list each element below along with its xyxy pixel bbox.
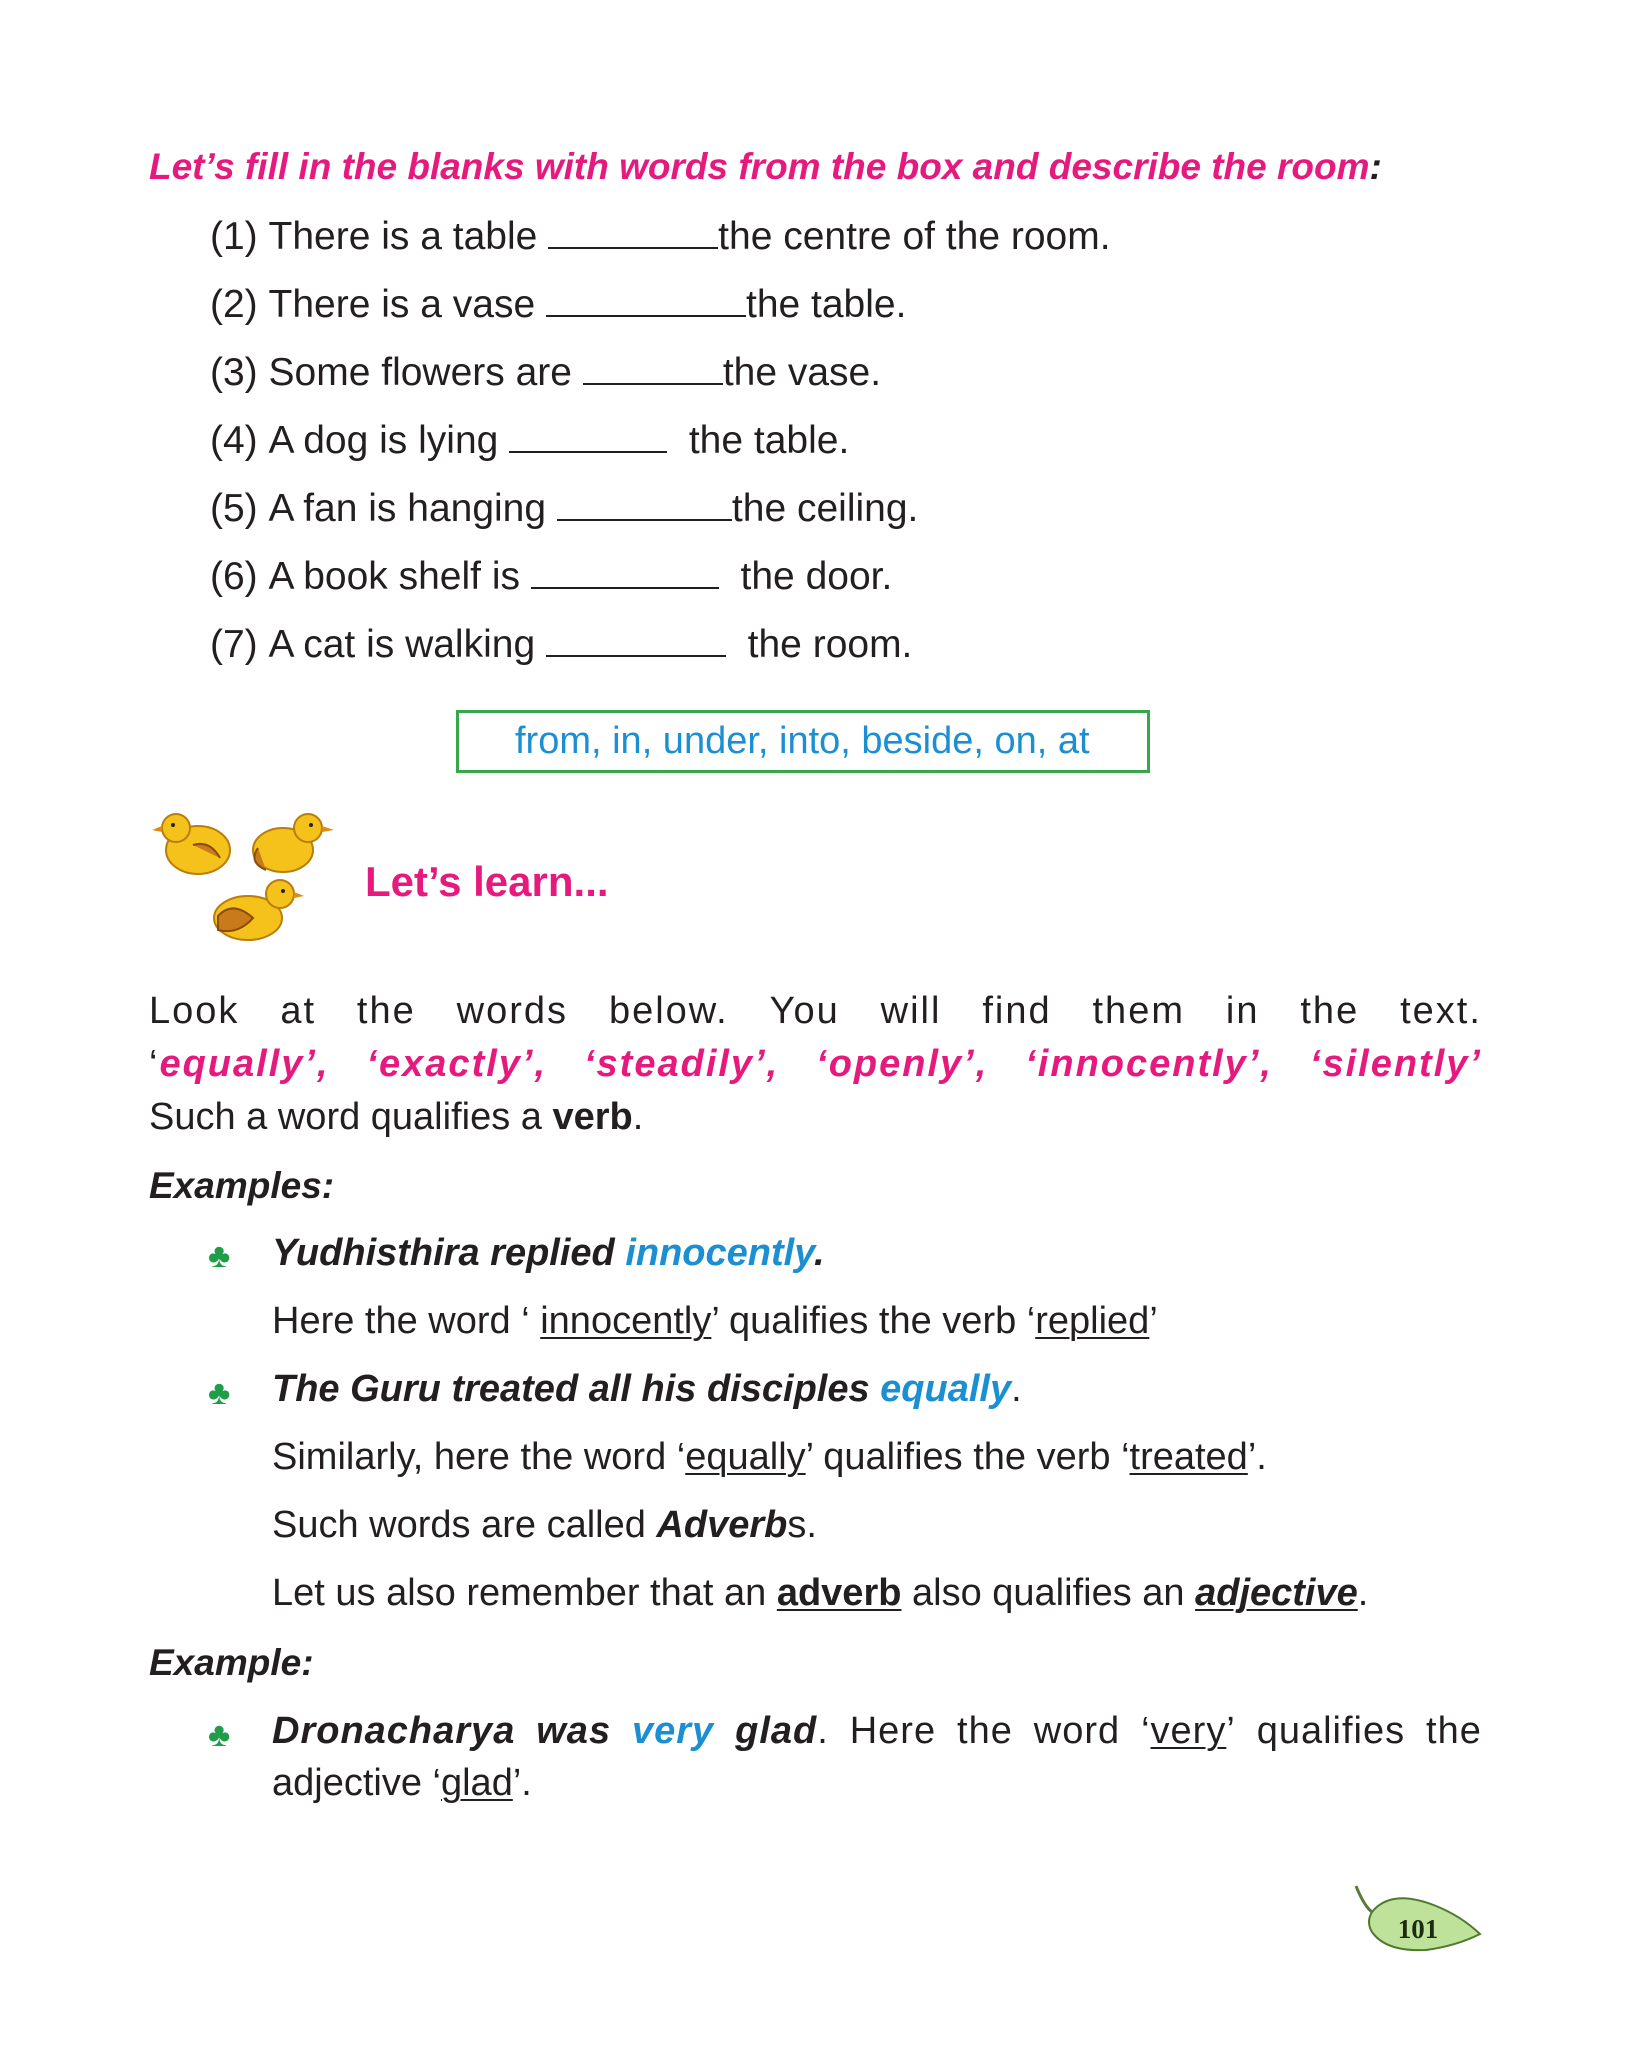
page-number: 101 (1397, 1914, 1439, 1944)
adjective-term: adjective (1195, 1572, 1358, 1614)
leaf-page-number-icon (1346, 1880, 1486, 1960)
adverb-term: Adverb (656, 1504, 788, 1546)
very-quoted: ‘very’ (1141, 1710, 1236, 1752)
blank-line[interactable] (583, 351, 723, 385)
example-2-sentence: The Guru treated all his disciples equally. (272, 1368, 1022, 1410)
blank-line[interactable] (531, 555, 719, 589)
qualifies-end: . (632, 1096, 644, 1138)
item-text-after: the table. (745, 283, 907, 326)
word-box (456, 710, 1150, 773)
example-1-adverb: innocently (625, 1232, 814, 1274)
example-3-adverb: very (632, 1710, 715, 1752)
intro-word: words (456, 990, 569, 1032)
intro-line (149, 990, 1482, 1033)
exercise-heading-text: Let’s fill in the blanks with words from the box and describe the room (149, 146, 1370, 187)
item-text-before: Some flowers are (268, 351, 572, 394)
exercise-heading-colon: : (1369, 146, 1382, 187)
intro-word: Look (149, 990, 240, 1032)
blank-item-3 (210, 351, 881, 395)
intro-word: in (1225, 990, 1260, 1032)
blank-item-5 (210, 487, 918, 531)
item-number: (4) (210, 419, 258, 462)
club-bullet-icon: ♣ (208, 1374, 231, 1412)
chicks-illustration (148, 790, 348, 960)
adverb-word: ‘exactly’, (366, 1043, 548, 1085)
example-3-line-1: Dronacharya was very glad. Here the word ‘very’ qualifies the (272, 1710, 1482, 1752)
item-text-before: A fan is hanging (268, 487, 547, 530)
remember-line: Let us also remember that an adverb also qualifies an adjective. (272, 1572, 1369, 1614)
chick-2 (253, 814, 334, 872)
intro-word: find (982, 990, 1052, 1032)
item-text-after: the vase. (722, 351, 882, 394)
chick-3 (214, 880, 304, 940)
example-2-adverb: equally (880, 1368, 1012, 1410)
blank-item-6 (210, 555, 892, 599)
adverb-word: ‘equally’, (149, 1043, 330, 1085)
section-title: Let’s learn... (365, 858, 609, 905)
qualifies-line (149, 1096, 643, 1139)
adverb-term: adverb (776, 1572, 902, 1614)
item-text-after: the door. (740, 555, 893, 598)
example-1-explanation: Here the word ‘ innocently’ qualifies the verb ‘replied’ (272, 1300, 1158, 1342)
item-text-before: There is a vase (268, 283, 536, 326)
underlined-word: innocently (540, 1300, 712, 1342)
blank-line[interactable] (509, 419, 667, 453)
examples-heading: Examples: (149, 1165, 335, 1206)
adverb-list (149, 1043, 1482, 1086)
club-bullet-icon: ♣ (208, 1716, 231, 1754)
club-bullet-icon: ♣ (208, 1237, 231, 1275)
exercise-heading (149, 146, 1382, 188)
blank-item-2 (210, 283, 906, 327)
blank-line[interactable] (546, 283, 746, 317)
blank-item-1 (210, 215, 1111, 259)
item-number: (3) (210, 351, 258, 394)
item-text-before: A cat is walking (268, 623, 536, 666)
intro-word: them (1092, 990, 1185, 1032)
intro-word: the (1300, 990, 1360, 1032)
blank-item-7 (210, 623, 912, 667)
underlined-word: treated (1129, 1436, 1248, 1478)
item-number: (7) (210, 623, 258, 666)
item-number: (5) (210, 487, 258, 530)
intro-word: at (280, 990, 317, 1032)
item-number: (1) (210, 215, 258, 258)
item-text-before: A book shelf is (268, 555, 520, 598)
blank-line[interactable] (548, 215, 718, 249)
item-text-after: the room. (747, 623, 913, 666)
blank-line[interactable] (546, 623, 726, 657)
example-heading: Example: (149, 1642, 314, 1683)
intro-word: below. (608, 990, 729, 1032)
underlined-word: glad (440, 1762, 513, 1804)
word-box-text: from, in, under, into, beside, on, at (515, 720, 1090, 762)
qualifies-bold: verb (552, 1096, 633, 1138)
adverb-word: ‘innocently’, (1025, 1043, 1273, 1085)
chick-1 (152, 814, 230, 874)
called-adverbs-line: Such words are called Adverbs. (272, 1504, 817, 1546)
underlined-word: equally (685, 1436, 806, 1478)
item-number: (6) (210, 555, 258, 598)
intro-word: text. (1400, 990, 1482, 1032)
example-2-explanation: Similarly, here the word ‘equally’ qualifies the verb ‘treated’. (272, 1436, 1267, 1478)
item-text-after: the table. (688, 419, 850, 462)
item-text-before: There is a table (268, 215, 538, 258)
item-text-before: A dog is lying (268, 419, 499, 462)
glad-word: glad. (735, 1710, 829, 1752)
example-1-sentence: Yudhisthira replied innocently. (272, 1232, 825, 1274)
adverb-word: ‘openly’, (816, 1043, 989, 1085)
example-3-line-2: adjective ‘glad’. (272, 1762, 532, 1804)
intro-word: the (356, 990, 416, 1032)
underlined-word: replied (1035, 1300, 1150, 1342)
item-text-after: the ceiling. (731, 487, 919, 530)
intro-word: will (880, 990, 942, 1032)
item-number: (2) (210, 283, 258, 326)
intro-word: You (769, 990, 840, 1032)
qualifies-text: Such a word qualifies a (149, 1096, 553, 1138)
item-text-after: the centre of the room. (718, 215, 1111, 258)
adverb-word: ‘steadily’, (583, 1043, 780, 1085)
blank-line[interactable] (557, 487, 732, 521)
adverb-word: ‘silently’ (1309, 1043, 1482, 1085)
blank-item-4 (210, 419, 849, 463)
